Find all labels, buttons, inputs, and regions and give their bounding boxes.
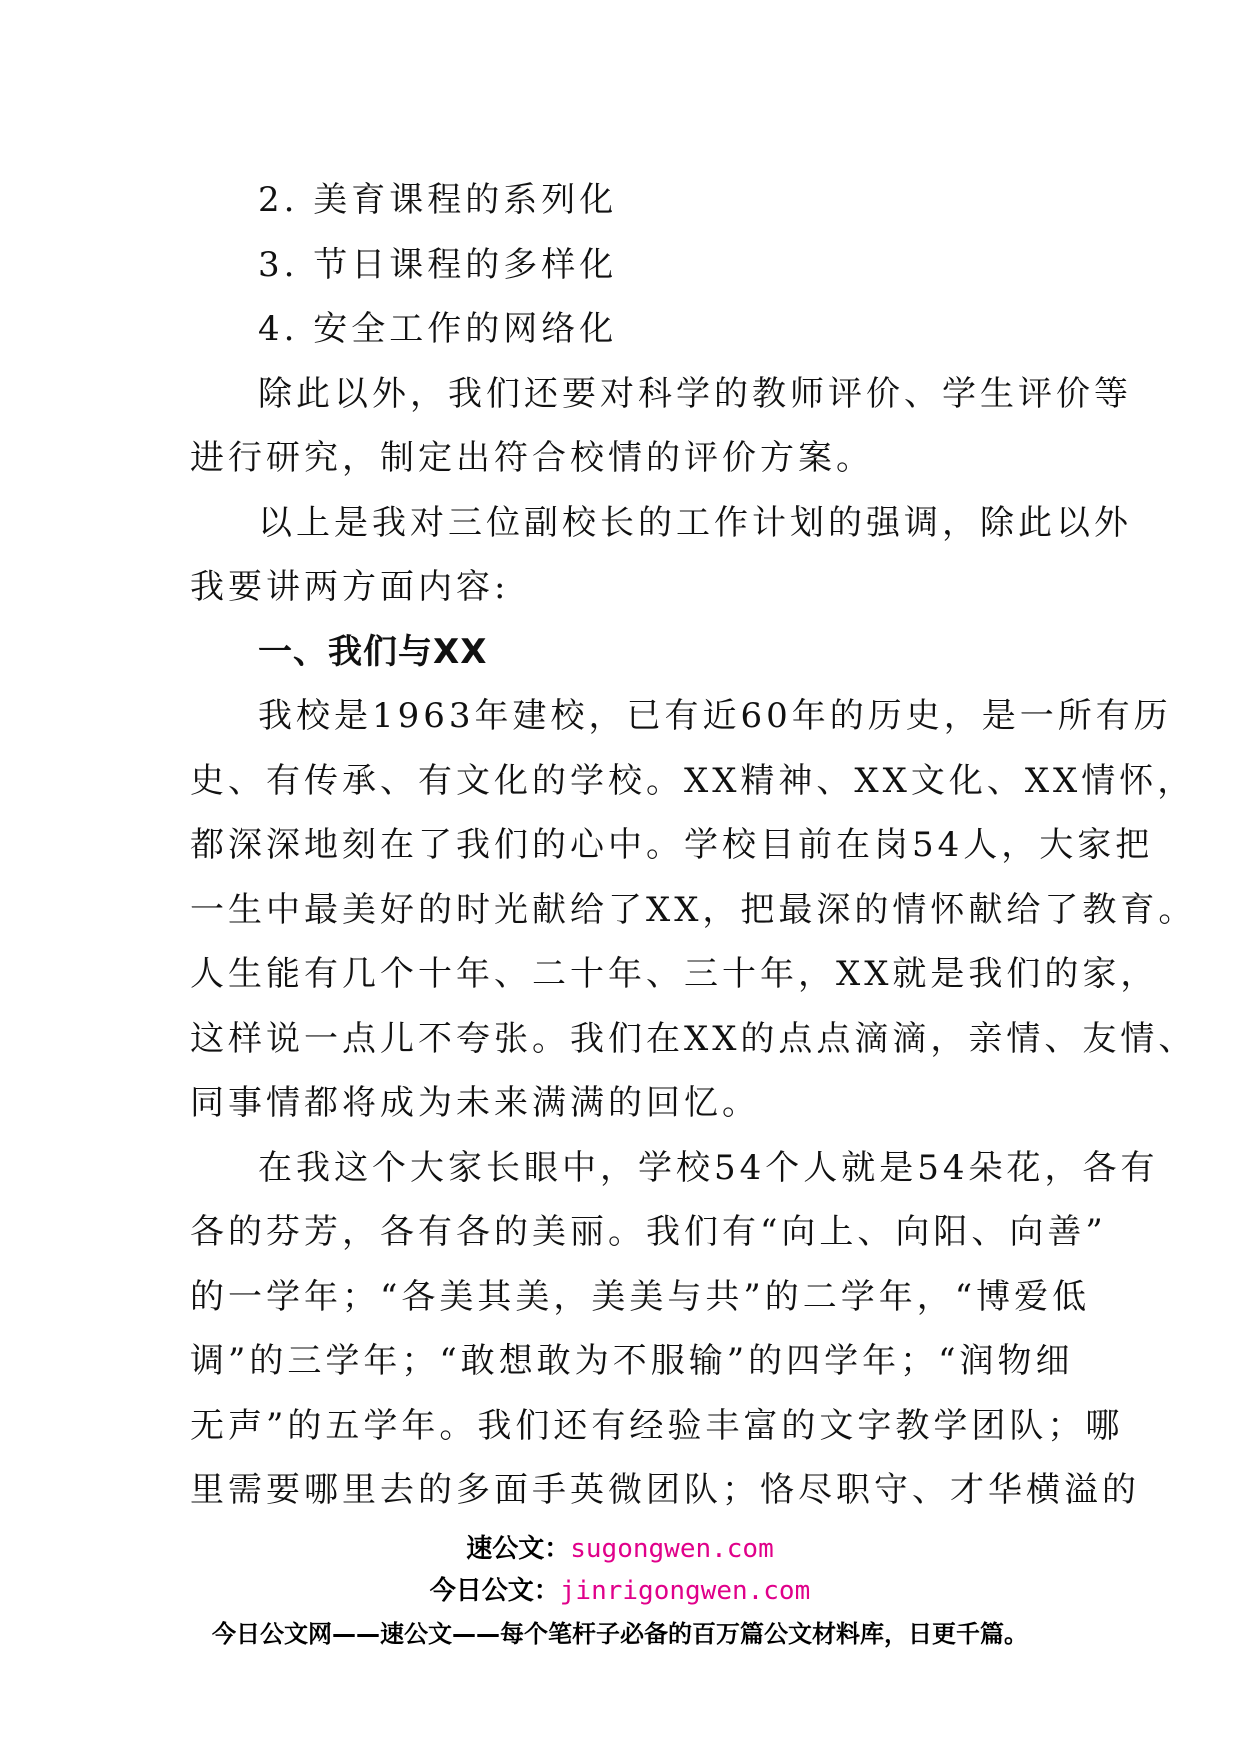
paragraph-line: 无声”的五学年。我们还有经验丰富的文字教学团队；哪 (190, 1405, 1124, 1446)
paragraph-line: 一生中最美好的时光献给了XX，把最深的情怀献给了教育。 (190, 889, 1197, 930)
footer-site-link[interactable]: sugongwen.com (570, 1534, 774, 1564)
footer-tagline: 今日公文网——速公文——每个笔杆子必备的百万篇公文材料库，日更千篇。 (212, 1620, 1028, 1648)
footer-site-label: 速公文： (466, 1534, 571, 1564)
footer-site-line-2 (0, 1570, 1240, 1607)
paragraph-line: 我要讲两方面内容: (190, 567, 510, 607)
paragraph-line: 里需要哪里去的多面手英微团队；恪尽职守、才华横溢的 (190, 1470, 1140, 1510)
paragraph-line: 史、有传承、有文化的学校。XX精神、XX文化、XX情怀， (190, 760, 1196, 801)
paragraph-line: 各的芬芳，各有各的美丽。我们有“向上、向阳、向善” (190, 1212, 1107, 1252)
paragraph-line: 在我这个大家长眼中，学校54个人就是54朵花，各有 (258, 1147, 1159, 1188)
list-item: 2. 美育课程的系列化 (258, 180, 618, 220)
footer-site-label: 今日公文： (429, 1576, 560, 1606)
paragraph-line: 调”的三学年；“敢想敢为不服输”的四学年；“润物细 (190, 1341, 1074, 1381)
paragraph-line: 我校是1963年建校，已有近60年的历史，是一所有历 (258, 696, 1172, 736)
section-heading: 一、我们与XX (258, 631, 488, 672)
paragraph-line: 除此以外，我们还要对科学的教师评价、学生评价等 (258, 373, 1132, 414)
paragraph-line: 进行研究，制定出符合校情的评价方案。 (190, 438, 874, 478)
document-body (190, 168, 1197, 1523)
footer-site-link[interactable]: jinrigongwen.com (559, 1576, 811, 1606)
list-item: 4. 安全工作的网络化 (258, 309, 618, 349)
paragraph-line: 人生能有几个十年、二十年、三十年，XX就是我们的家， (190, 954, 1159, 994)
list-item: 3. 节日课程的多样化 (258, 244, 618, 285)
footer-site-line-1 (0, 1528, 1240, 1565)
paragraph-line: 同事情都将成为未来满满的回忆。 (190, 1083, 760, 1123)
paragraph-line: 的一学年；“各美其美，美美与共”的二学年，“博爱低 (190, 1276, 1091, 1317)
paragraph-line: 都深深地刻在了我们的心中。学校目前在岗54人，大家把 (190, 825, 1154, 865)
paragraph-line: 这样说一点儿不夸张。我们在XX的点点滴滴，亲情、友情、 (190, 1018, 1197, 1059)
paragraph-line: 以上是我对三位副校长的工作计划的强调，除此以外 (258, 502, 1132, 543)
